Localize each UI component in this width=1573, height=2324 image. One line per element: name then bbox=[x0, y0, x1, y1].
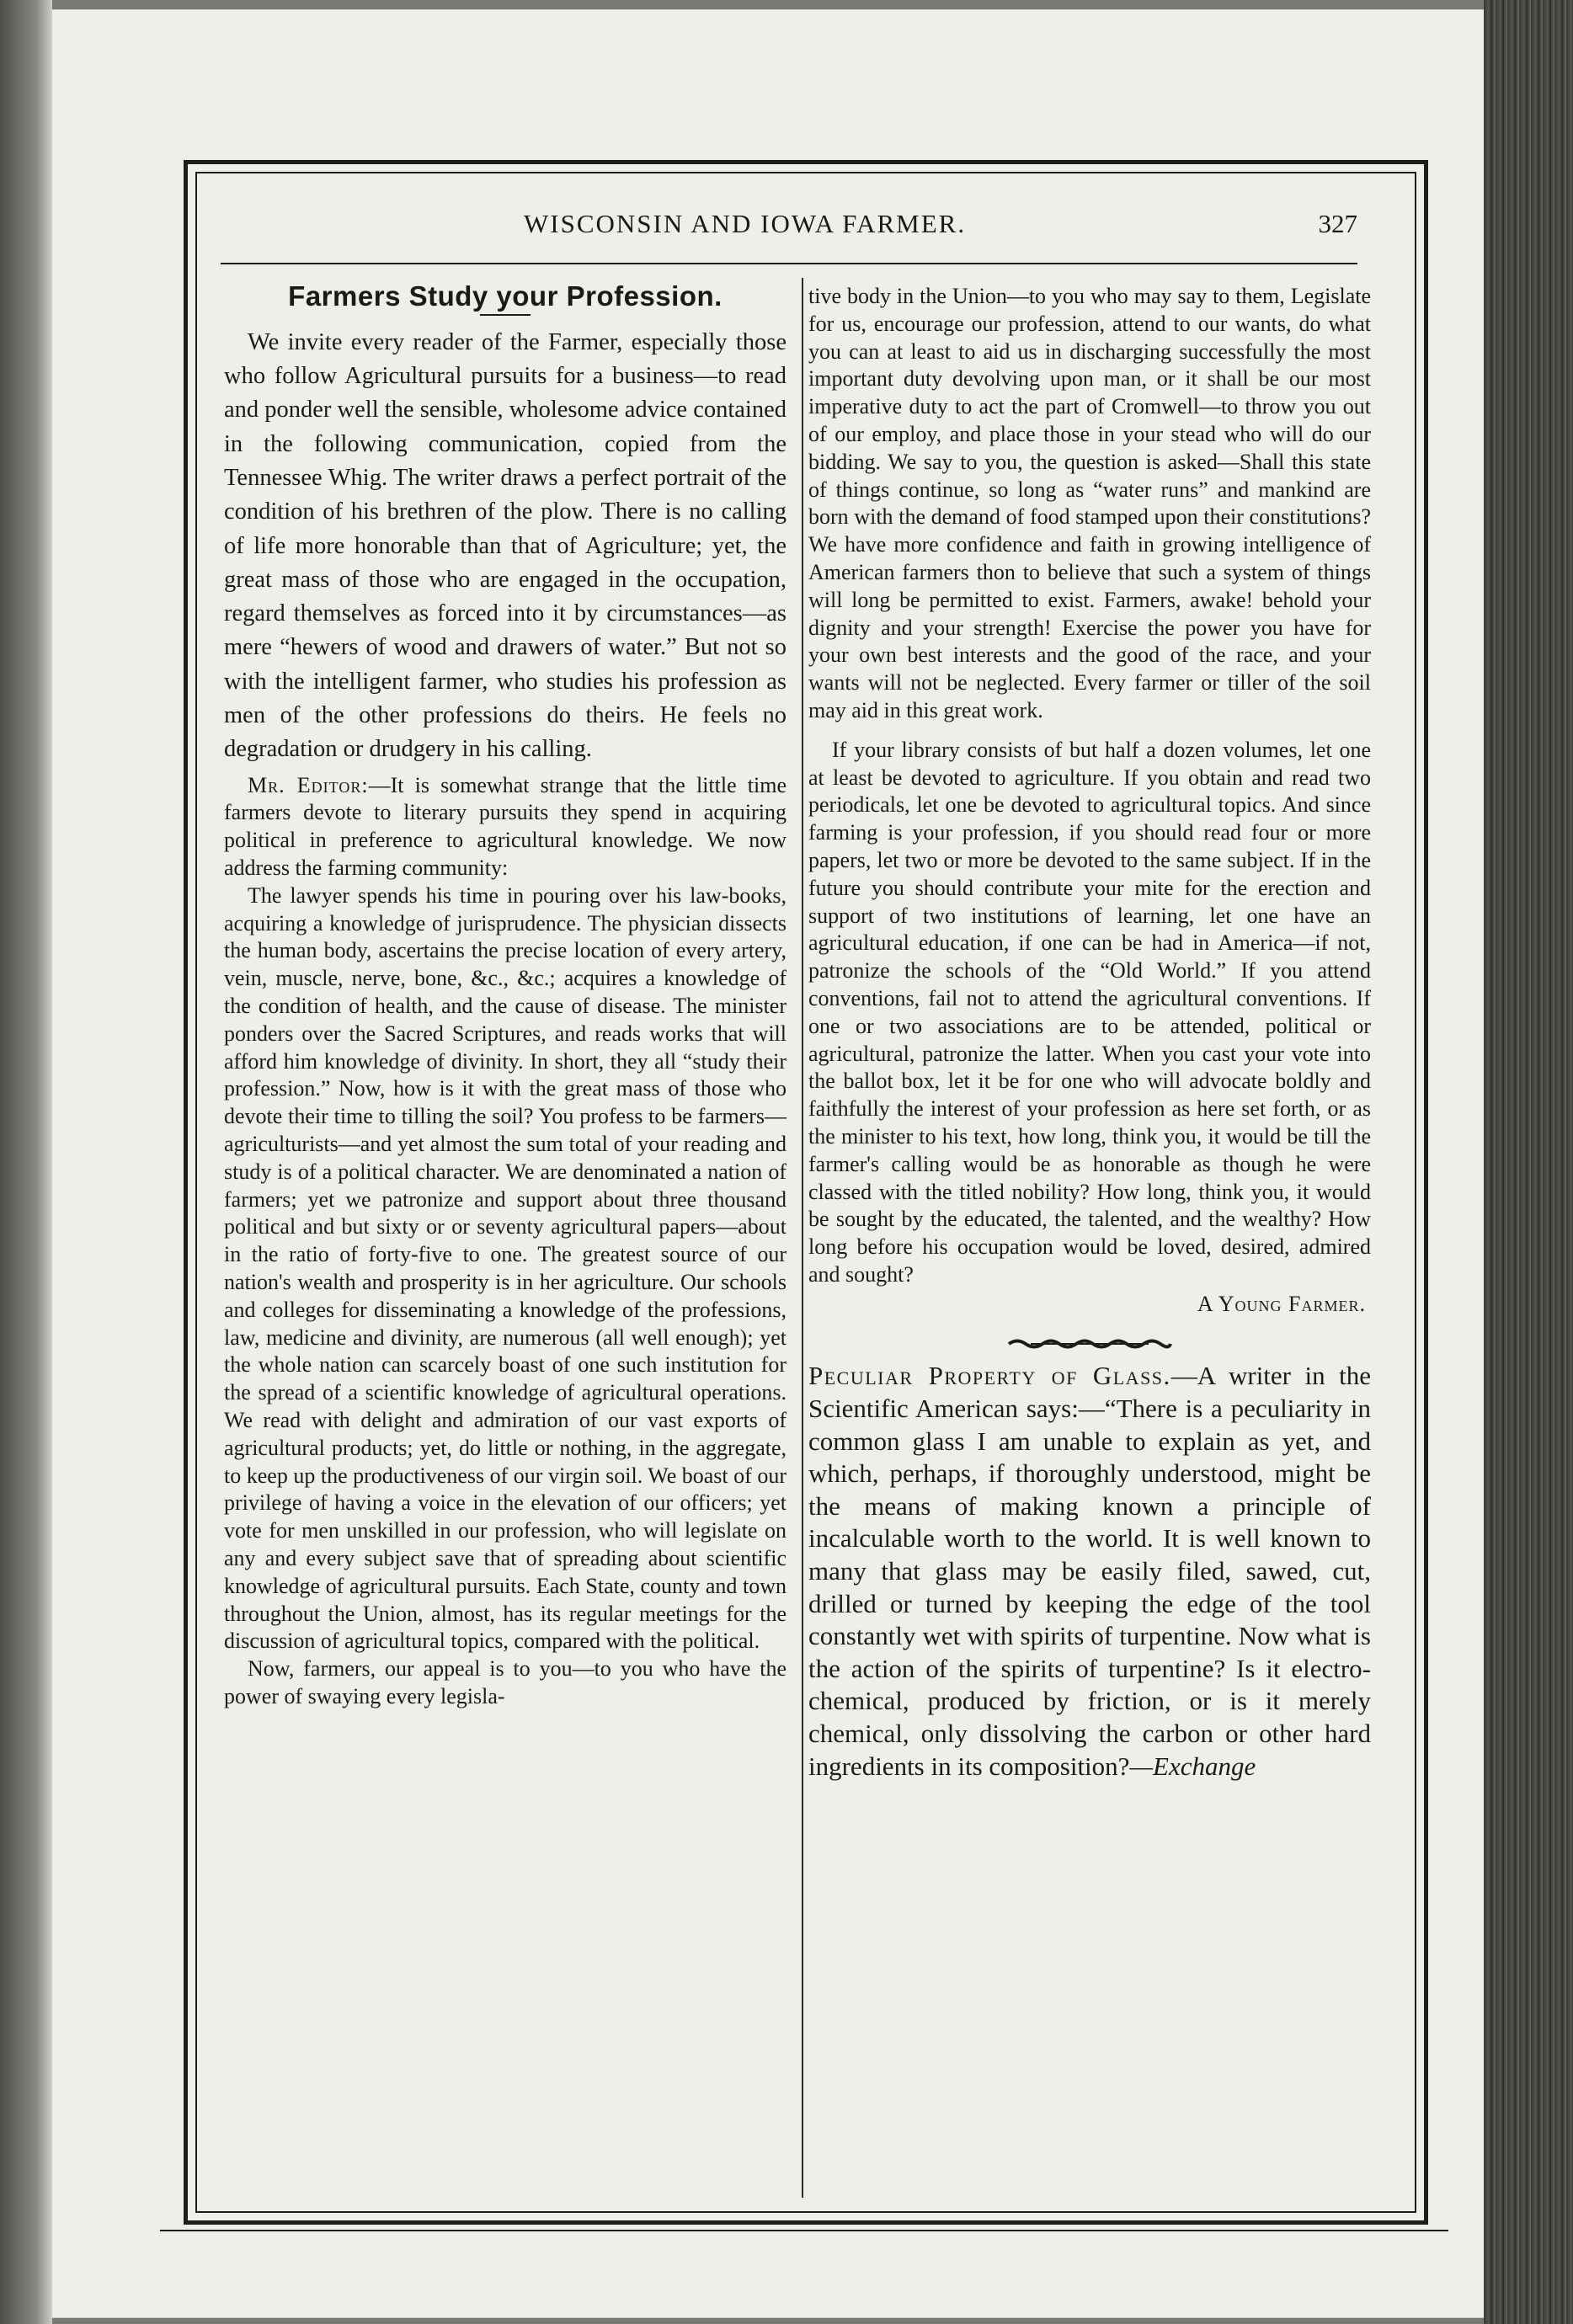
column-divider bbox=[802, 278, 803, 2198]
letter-paragraph-3-continued: tive body in the Union—to you who may say to them, Legislate for us, encourage our profession, attend to our wants, do what you can at least to aid us in discharging successfully the most important duty devolving upon man, or it shall be our most imperative duty to act the part of Cromwell—to throw you out of our employ, and place those in your stead who will do our bidding. We say to you, the question is asked—Shall this state of things continue, so long as “water runs” and mankind are born with the demand of food stamped upon their constitutions? We have more confidence and faith in growing intelligence of American farmers thon to believe that such a system of things will long be permitted to exist. Farmers, awake! behold your dignity and your strength! Exercise the power you have for your own best interests and the good of the race, and your wants will not be neglected. Every farmer or tiller of the soil may aid in this great work. bbox=[808, 284, 1371, 722]
glass-article-body: —A writer in the Scientific American says:—“There is a peculiarity in common glass I am unable to explain as yet, and which, perhaps, if thoroughly understood, might be the means of making known a principle of incalculable worth to the world. It is well known to many that glass may be easily filed, sawed, cut, drilled or turned by keeping the edge of the tool constantly wet with spirits of turpentine. Now what is the action of the spirits of turpentine? Is it electro-chemical, produced by friction, or is it merely chemical, only dissolving the carbon or other hard ingredients in its composition? bbox=[808, 1361, 1371, 1781]
journal-title: WISCONSIN AND IOWA FARMER. bbox=[524, 209, 967, 238]
glass-article bbox=[808, 1360, 1371, 1783]
letter-salutation: Mr. Editor: bbox=[248, 772, 369, 797]
letter-paragraph-2: The lawyer spends his time in pouring over his law-books, acquiring a knowledge of jurisprudence. The physician dissects the human body, ascertains the precise location of every artery, vein, muscle, nerve, bone, &c., &c.; acquires a knowledge of the condition of health, and the cause of disease. The minister ponders over the Sacred Scriptures, and reads works that will afford him knowledge of divinity. In short, they all “study their profession.” Now, how is it with the great mass of those who devote their time to tilling the soil? You profess to be farmers—agriculturists—and yet almost the sum total of your reading and study is of a political character. We are denominated a nation of farmers; yet we patronize and support about three thousand political and but sixty or or seventy agricultural papers—about in the ratio of forty-five to one. The greatest source of our nation's wealth and prosperity is in her agriculture. Our schools and colleges for disseminating a knowledge of the professions, law, medicine and divinity, are numerous (all well enough); yet the whole nation can scarcely boast of one such institution for the spread of a scientific knowledge of agricultural operations. We read with delight and admiration of our vast exports of agricultural products; yet, do little or nothing, in the aggregate, to keep up the productiveness of our virgin soil. We boast of our privilege of having a voice in the elevation of our officers; yet vote for men unskilled in our profession, who will legislate on any and every subject save that of spreading about scientific knowledge of agricultural pursuits. Each State, county and town throughout the Union, almost, has its regular meetings for the discussion of agricultural topics, compared with the political. bbox=[224, 882, 786, 1654]
page-number: 327 bbox=[1318, 209, 1357, 238]
right-column bbox=[808, 283, 1371, 1783]
letter-signature: A Young Farmer. bbox=[1197, 1291, 1366, 1316]
glass-article-title: Peculiar Property of Glass. bbox=[808, 1361, 1171, 1391]
article-intro: We invite every reader of the Farmer, especially those who follow Agricultural pursuits for a business—to read and ponder well the sensible, wholesome advice contained in the following communication, copied from the Tennessee Whig. The writer draws a perfect portrait of the condition of his brethren of the plow. There is no calling of life more honorable than that of Agriculture; yet, the great mass of those who are engaged in the occupation, regard themselves as forced into it by circumstances—as mere “hewers of wood and drawers of water.” But not so with the intelligent farmer, who studies his profession as men of the other professions do theirs. He feels no degradation or drudgery in his calling. bbox=[224, 328, 786, 763]
title-rule bbox=[480, 314, 531, 316]
ornamental-flourish-divider bbox=[1005, 1335, 1174, 1353]
header-rule bbox=[221, 263, 1357, 264]
glass-article-source: —Exchange bbox=[1129, 1751, 1256, 1781]
letter-opening: —It is somewhat strange that the little time farmers devote to literary pursuits they spend in acquiring political in preference to agricultural knowledge. We now address the farming community: bbox=[224, 772, 786, 881]
running-head bbox=[221, 209, 1357, 243]
page-border-bottom-rule bbox=[160, 2230, 1448, 2231]
book-spine bbox=[1484, 0, 1573, 2324]
article-title: Farmers Study your Profession. bbox=[288, 280, 723, 312]
page-gutter bbox=[0, 0, 52, 2324]
letter-paragraph-4: If your library consists of but half a dozen volumes, let one at least be devoted to agriculture. If you obtain and read two periodicals, let one be devoted to agricultural topics. And since farming is your profession, if you should read four or more papers, let two or more be devoted to the same subject. If in the future you should contribute your mite for the erection and support of two institutions of learning, let one have an agricultural education, if one can be had in America—if not, patronize the schools of the “Old World.” If you attend conventions, fail not to attend the agricultural conventions. If one or two associations are to be attended, political or agricultural, patronize the latter. When you cast your vote into the ballot box, let it be for one who will advocate boldly and faithfully the interest of your profession as here set forth, or as the minister to his text, how long, think you, it would be till the farmer's calling would be as honorable as though he were classed with the titled nobility? How long, think you, it would be sought by the educated, the talented, and the wealthy? How long before his occupation would be loved, desired, admired and sought? bbox=[808, 737, 1371, 1287]
letter-paragraph bbox=[224, 772, 786, 882]
letter-paragraph-3-start: Now, farmers, our appeal is to you—to you who have the power of swaying every legisla- bbox=[224, 1656, 786, 1708]
left-column bbox=[224, 280, 786, 1711]
